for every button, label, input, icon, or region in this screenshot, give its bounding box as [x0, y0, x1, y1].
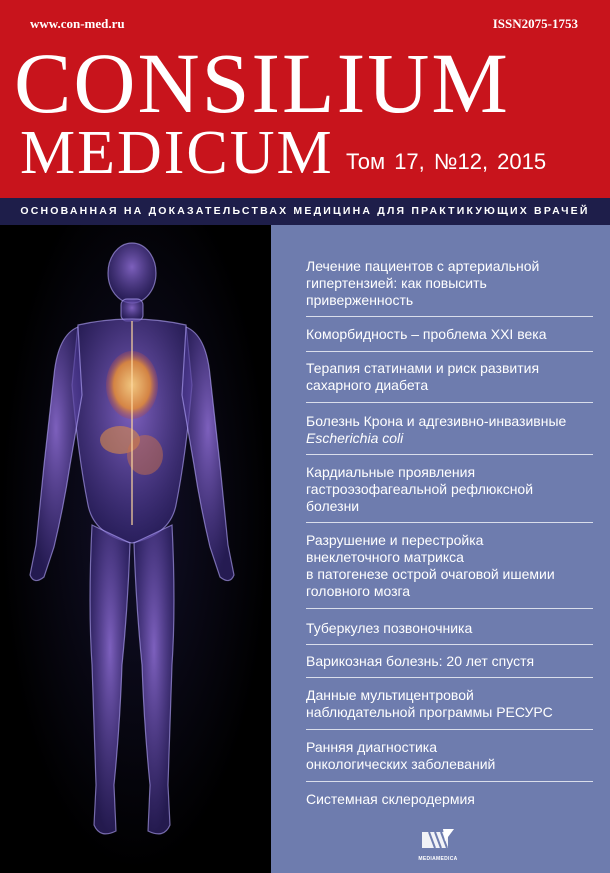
journal-title-line2: MEDICUM: [20, 119, 334, 187]
contents-item[interactable]: Лечение пациентов с артериальной гипертензией: как повысить приверженность: [306, 258, 540, 308]
journal-title-line1: CONSILIUM: [14, 35, 510, 131]
contents-item[interactable]: Системная склеродермия: [306, 791, 475, 807]
divider: [306, 522, 593, 523]
contents-panel: [271, 225, 610, 873]
publisher-icon: [421, 829, 455, 851]
divider: [306, 677, 593, 678]
contents-item[interactable]: Ранняя диагностика онкологических заболеваний: [306, 739, 496, 772]
contents-item[interactable]: Варикозная болезнь: 20 лет спустя: [306, 653, 535, 669]
website-url[interactable]: www.con-med.ru: [30, 16, 125, 31]
contents-item[interactable]: Данные мультицентровой наблюдательной программы РЕСУРС: [306, 687, 553, 720]
divider: [306, 351, 593, 352]
contents-item[interactable]: Коморбидность – проблема XXI века: [306, 326, 547, 342]
contents-item[interactable]: Туберкулез позвоночника: [306, 620, 473, 636]
contents-item[interactable]: Терапия статинами и риск развития сахарного диабета: [306, 360, 540, 393]
publisher-name: MEDIAMEDICA: [418, 856, 458, 862]
issn-label: ISSN2075-1753: [492, 16, 578, 31]
divider: [306, 608, 593, 609]
issue-volume: Том 17, №12, 2015: [346, 149, 547, 174]
tagline-text: ОСНОВАННАЯ НА ДОКАЗАТЕЛЬСТВАХ МЕДИЦИНА ДЛЯ ПРАКТИКУЮЩИХ ВРАЧЕЙ: [20, 205, 590, 217]
divider: [306, 402, 593, 403]
contents-item[interactable]: Кардиальные проявления гастроэзофагеальной рефлюксной болезни: [306, 464, 534, 514]
anatomy-illustration: [0, 225, 271, 873]
publisher-logo: [413, 829, 463, 862]
divider: [306, 454, 593, 455]
tagline-bar: [0, 198, 610, 225]
divider: [306, 729, 593, 730]
contents-item[interactable]: Разрушение и перестройка внеклеточного матрикса в патогенезе острой очаговой ишемии головного мозга: [306, 532, 555, 599]
divider: [306, 644, 593, 645]
human-body-illustration: [0, 225, 271, 873]
divider: [306, 316, 593, 317]
cover-header: [0, 0, 610, 198]
contents-item[interactable]: Болезнь Крона и адгезивно-инвазивные Escherichia coli: [306, 413, 567, 446]
divider: [306, 781, 593, 782]
